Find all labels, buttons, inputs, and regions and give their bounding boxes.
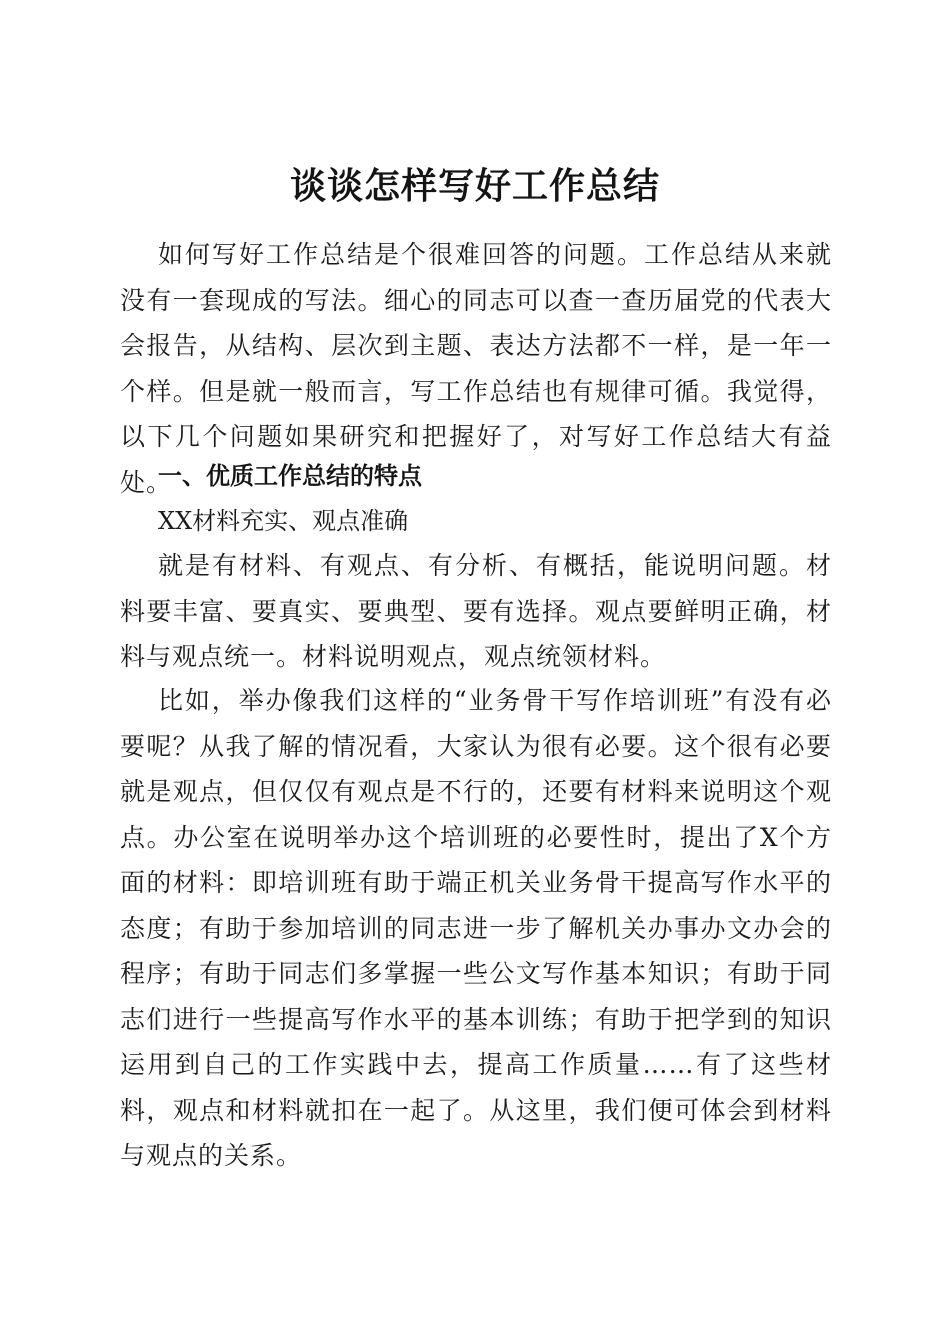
subsection-heading: XX材料充实、观点准确: [158, 507, 409, 535]
materials-paragraph: 就是有材料、有观点、有分析、有概括，能说明问题。材料要丰富、要真实、要典型、要有选择。观点要鲜明正确，材料与观点统一。材料说明观点，观点统领材料。: [120, 551, 832, 671]
intro-paragraph: 如何写好工作总结是个很难回答的问题。工作总结从来就没有一套现成的写法。细心的同志可以查一查历届党的代表大会报告，从结构、层次到主题、表达方法都不一样，是一年一个样。但是就一般而言，写工作总结也有规律可循。我觉得，以下几个问题如果研究和把握好了，对写好工作总结大有益处。: [120, 240, 832, 497]
document-title: 谈谈怎样写好工作总结: [289, 165, 660, 208]
example-paragraph: 比如，举办像我们这样的“业务骨干写作培训班”有没有必要呢？从我了解的情况看，大家认为很有必要。这个很有必要就是观点，但仅仅有观点是不行的，还要有材料来说明这个观点。办公室在说明举办这个培训班的必要性时，提出了X个方面的材料：即培训班有助于端正机关业务骨干提高写作水平的态度；有助于参加培训的同志进一步了解机关办事办文办会的程序；有助于同志们多掌握一些公文写作基本知识；有助于同志们进行一些提高写作水平的基本训练；有助于把学到的知识运用到自己的工作实践中去，提高工作质量……有了这些材料，观点和材料就扣在一起了。从这里，我们便可体会到材料与观点的关系。: [120, 686, 832, 1170]
section-heading: 一、优质工作总结的特点: [158, 462, 422, 490]
